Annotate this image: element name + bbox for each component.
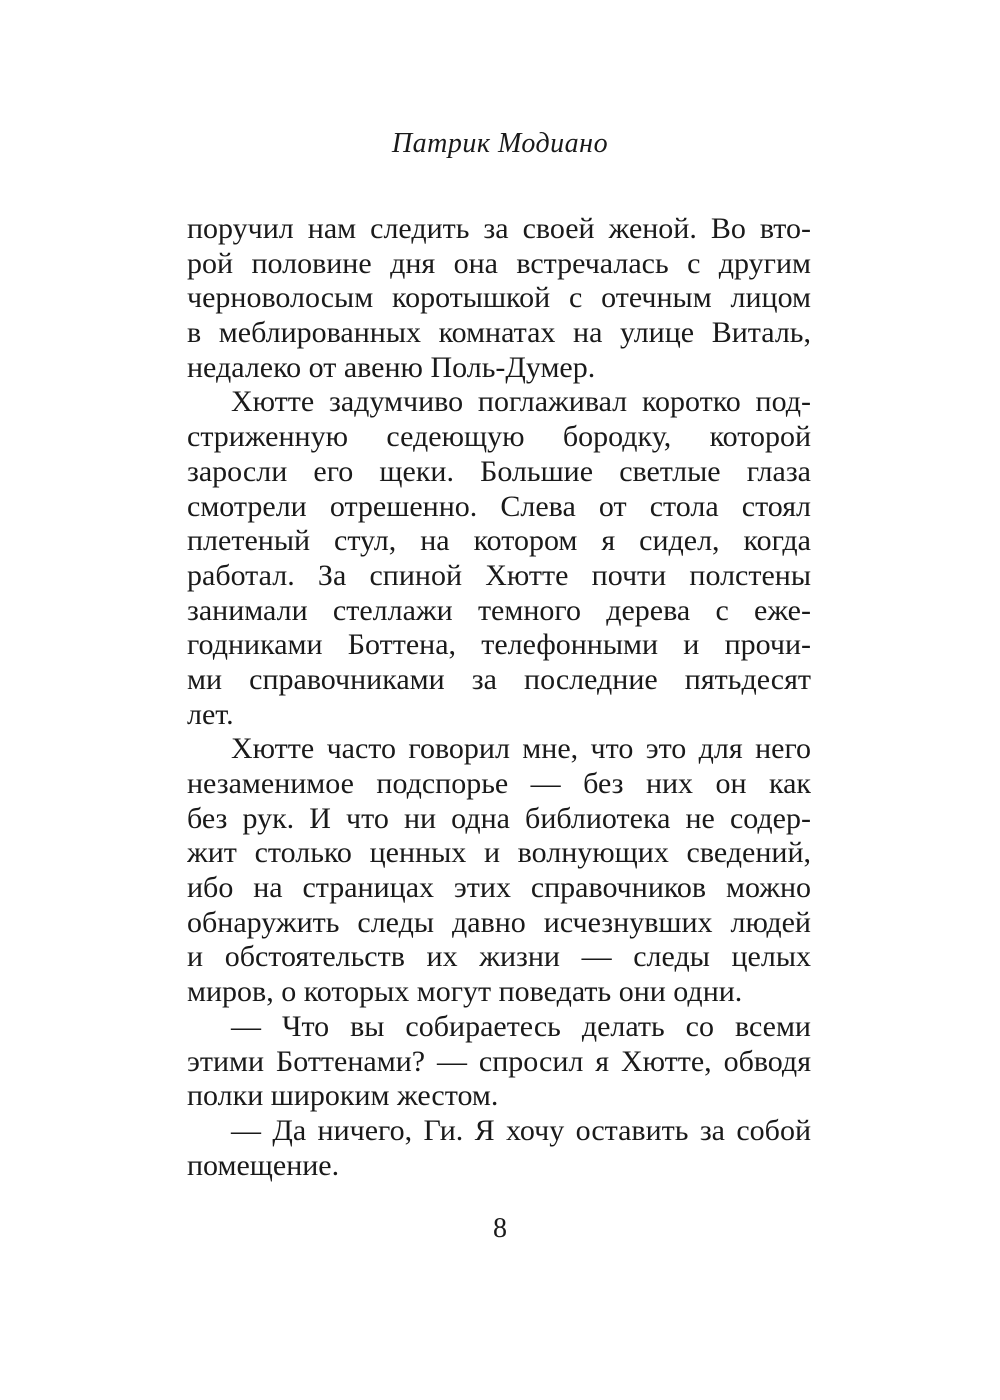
text-line: черноволосым коротышкой с отечным лицом xyxy=(187,281,811,315)
text-line: ми справочниками за последние пятьдесят xyxy=(187,662,811,696)
text-line: полки широким жестом. xyxy=(187,1079,499,1113)
text-line: и обстоятельств их жизни — следы целых xyxy=(187,940,811,974)
page-number: 8 xyxy=(493,1213,507,1244)
text-line: стриженную седеющую бородку, которой xyxy=(187,420,811,454)
text-line: миров, о которых могут поведать они одни. xyxy=(187,975,743,1009)
text-line: годниками Боттена, телефонными и прочи- xyxy=(187,628,811,662)
running-head-title: Патрик Модиано xyxy=(391,128,609,159)
text-line: — Что вы собираетесь делать со всеми xyxy=(231,1009,811,1043)
text-line: работал. За спиной Хютте почти полстены xyxy=(187,558,811,592)
text-line: смотрели отрешенно. Слева от стола стоял xyxy=(187,489,811,523)
text-line: в меблированных комнатах на улице Виталь, xyxy=(187,316,811,350)
text-line: занимали стеллажи темного дерева с еже- xyxy=(187,593,811,627)
text-line: заросли его щеки. Большие светлые глаза xyxy=(187,454,811,488)
text-line: Хютте задумчиво поглаживал коротко под- xyxy=(231,385,811,419)
text-line: Хютте часто говорил мне, что это для него xyxy=(231,732,811,766)
text-line: лет. xyxy=(187,697,234,731)
text-line: жит столько ценных и волнующих сведений, xyxy=(187,836,811,870)
text-line: поручил нам следить за своей женой. Во вто- xyxy=(187,212,811,245)
text-line: незаменимое подспорье — без них он как xyxy=(187,767,811,800)
text-line: недалеко от авеню Поль-Думер. xyxy=(187,350,596,384)
text-line: ибо на страницах этих справочников можно xyxy=(187,871,811,905)
text-line: — Да ничего, Ги. Я хочу оставить за собой xyxy=(231,1113,811,1147)
text-line: этими Боттенами? — спросил я Хютте, обводя xyxy=(187,1044,811,1078)
text-line: рой половине дня она встречалась с другим xyxy=(187,246,811,280)
text-line: обнаружить следы давно исчезнувших людей xyxy=(187,905,811,939)
body-text xyxy=(187,212,811,1183)
text-line: без рук. И что ни одна библиотека не содер- xyxy=(187,801,811,835)
text-line: плетеный стул, на котором я сидел, когда xyxy=(187,524,811,558)
text-line: помещение. xyxy=(187,1148,340,1182)
